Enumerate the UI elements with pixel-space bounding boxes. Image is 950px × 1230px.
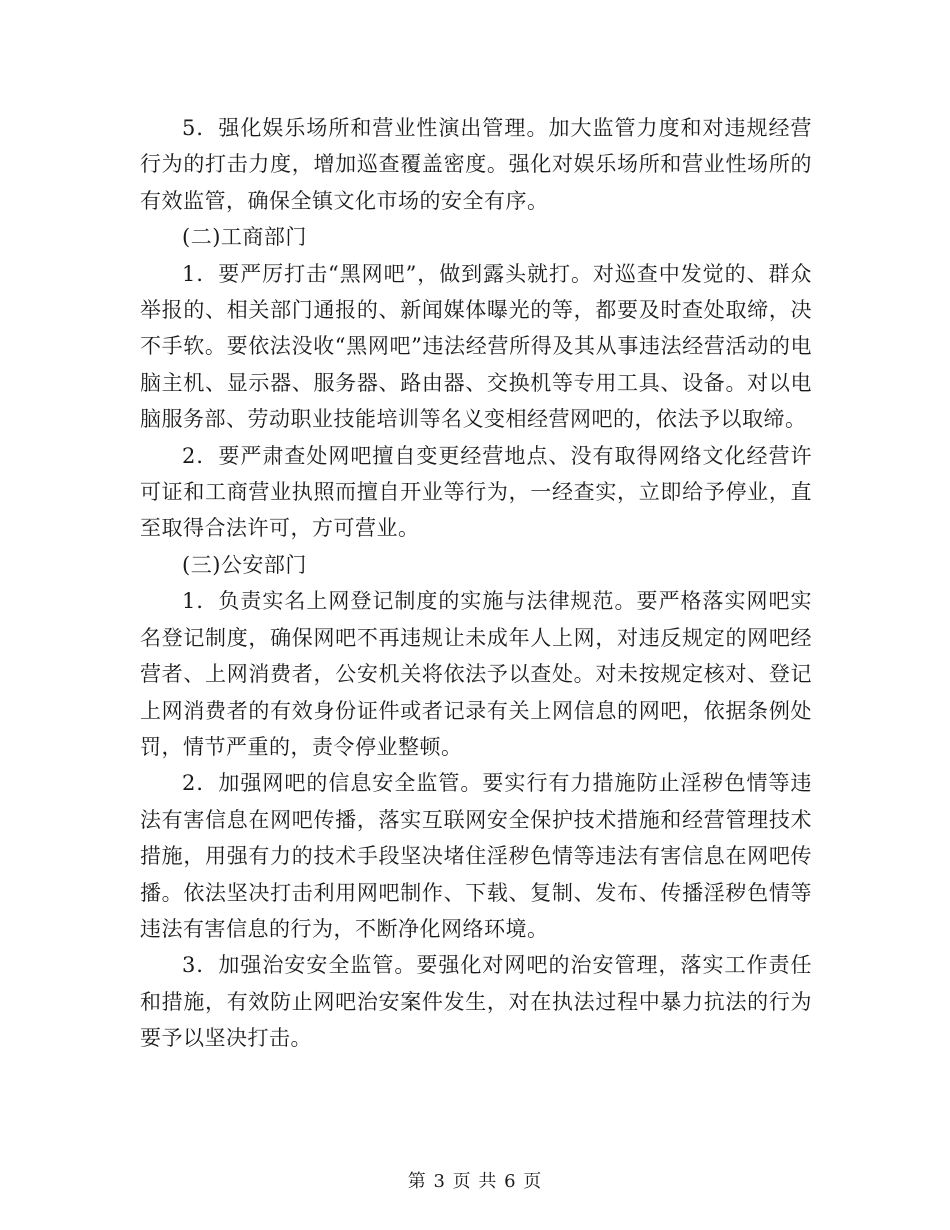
section-heading-commerce-department: (二)工商部门: [182, 225, 307, 250]
paragraph-real-name-registration: 1．负责实名上网登记制度的实施与法律规范。要严格落实网吧实名登记制度，确保网吧不再违规让未成年人上网，对违反规定的网吧经营者、上网消费者，公安机关将依法予以查处。对未按规定核对、登记上网消费者的有效身份证件或者记录有关上网信息的网吧，依据条例处罚，情节严重的，责令停业整顿。: [140, 589, 812, 759]
paragraph-public-order-security: 3．加强治安安全监管。要强化对网吧的治安管理，落实工作责任和措施，有效防止网吧治安案件发生，对在执法过程中暴力抗法的行为要予以坚决打击。: [140, 953, 812, 1051]
paragraph-information-security: 2．加强网吧的信息安全监管。要实行有力措施防止淫秽色情等违法有害信息在网吧传播，落实互联网安全保护技术措施和经营管理技术措施，用强有力的技术手段坚决堵住淫秽色情等违法有害信息在网吧传播。依法坚决打击利用网吧制作、下载、复制、发布、传播淫秽色情等违法有害信息的行为，不断净化网络环境。: [140, 771, 812, 941]
paragraph-entertainment-supervision: 5．强化娱乐场所和营业性演出管理。加大监管力度和对违规经营行为的打击力度，增加巡查覆盖密度。强化对娱乐场所和营业性场所的有效监管，确保全镇文化市场的安全有序。: [140, 116, 812, 213]
section-heading-public-security: (三)公安部门: [182, 552, 307, 577]
paragraph-unlicensed-operation: 2．要严肃查处网吧擅自变更经营地点、没有取得网络文化经营许可证和工商营业执照而擅自开业等行为，一经查实，立即给予停业，直至取得合法许可，方可营业。: [140, 443, 812, 541]
document-body: [140, 110, 812, 1057]
paragraph-black-internet-cafe-crackdown: 1．要严厉打击“黑网吧”，做到露头就打。对巡查中发觉的、群众举报的、相关部门通报的、新闻媒体曝光的等，都要及时查处取缔，决不手软。要依法没收“黑网吧”违法经营所得及其从事违法经营活动的电脑主机、显示器、服务器、路由器、交换机等专用工具、设备。对以电脑服务部、劳动职业技能培训等名义变相经营网吧的，依法予以取缔。: [140, 261, 812, 432]
page-number-footer: 第 3 页 共 6 页: [407, 1171, 543, 1192]
